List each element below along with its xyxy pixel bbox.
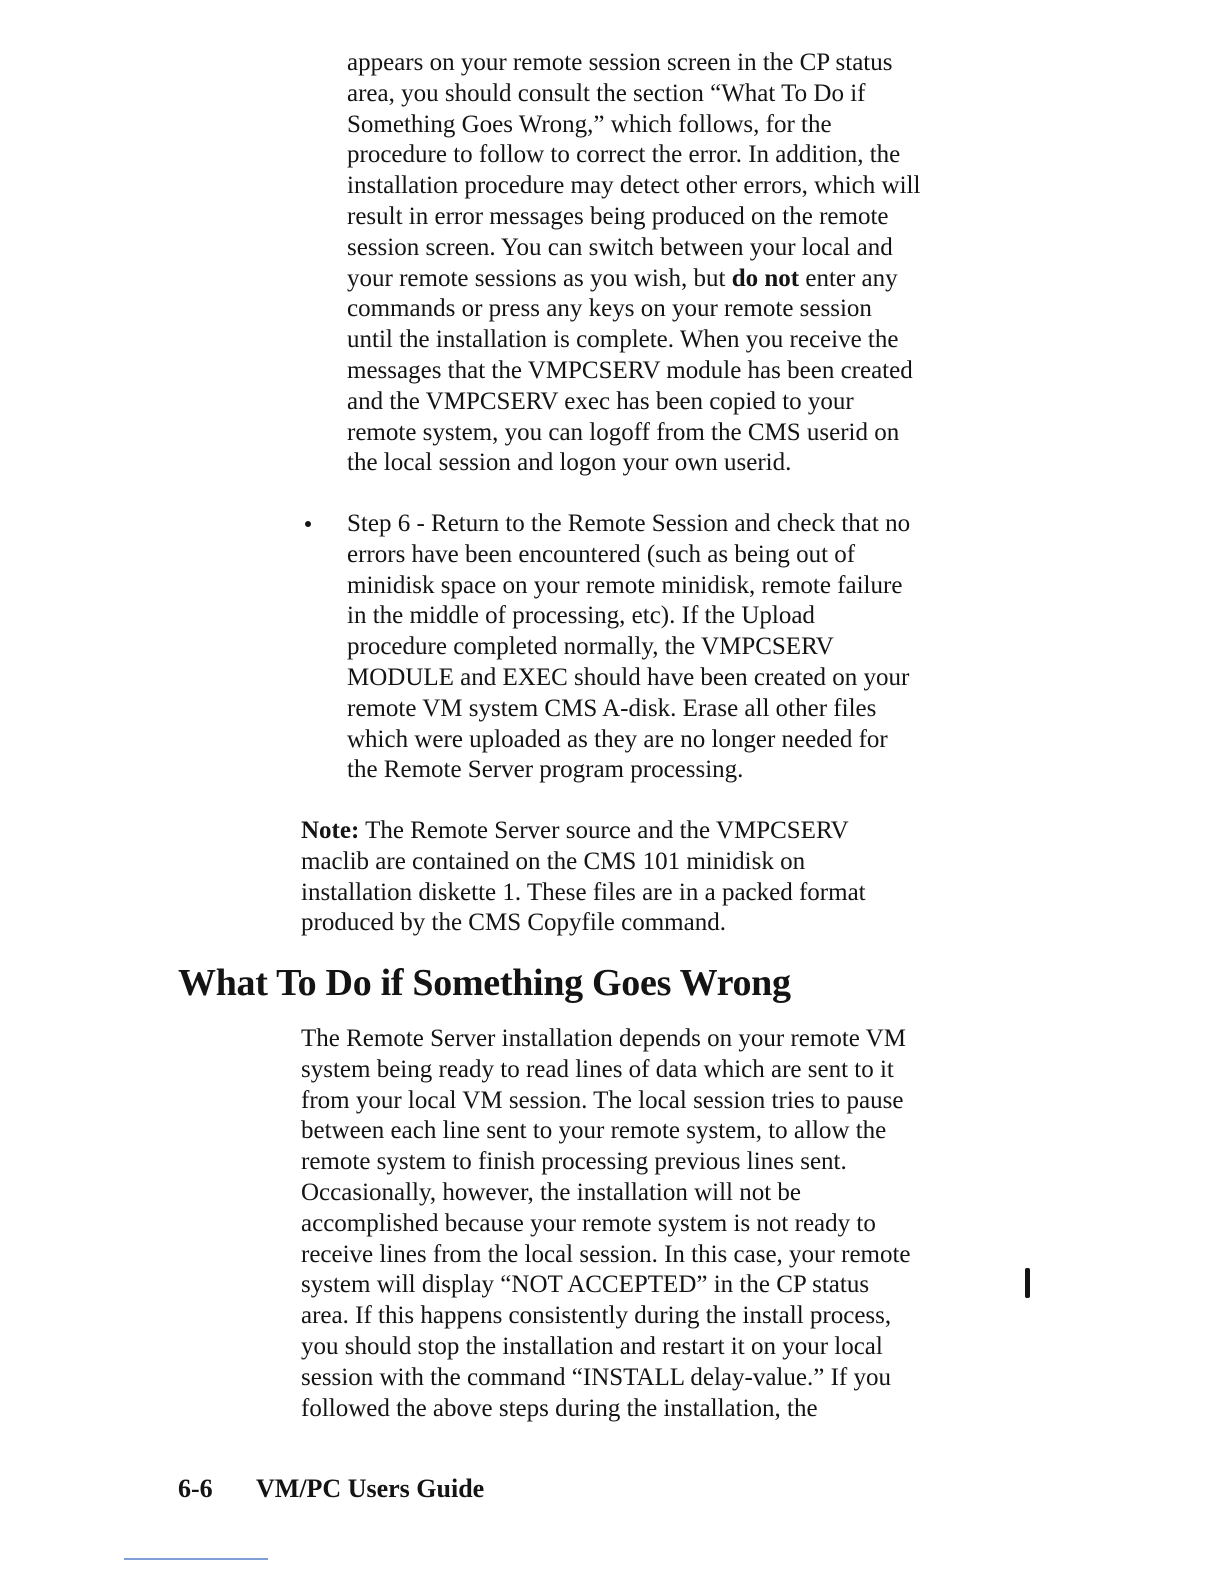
text-line: from your local VM session. The local session tries to pause xyxy=(301,1086,904,1114)
text-line: remote system to finish processing previous lines sent. xyxy=(301,1148,847,1176)
text-line: in the middle of processing, etc). If the Upload xyxy=(347,602,815,630)
text-line: produced by the CMS Copyfile command. xyxy=(301,909,726,937)
text-fragment: The Remote Server source and the VMPCSERV xyxy=(359,817,849,844)
text-line: Step 6 - Return to the Remote Session and check that no xyxy=(347,510,911,537)
text-line: procedure completed normally, the VMPCSERV xyxy=(347,633,834,661)
text-line: followed the above steps during the installation, the xyxy=(301,1394,818,1422)
text-line: installation diskette 1. These files are in a packed format xyxy=(301,878,866,906)
text-line-with-emphasis xyxy=(347,264,920,295)
text-fragment: enter any xyxy=(799,264,898,292)
text-line: procedure to follow to correct the error. In addition, the xyxy=(347,141,901,169)
bullet-icon xyxy=(305,521,311,527)
text-line: session with the command “INSTALL delay-value.” If you xyxy=(301,1363,891,1391)
text-line: which were uploaded as they are no longer needed for xyxy=(347,725,888,753)
step-6-list-item xyxy=(347,509,910,786)
intro-paragraph xyxy=(347,48,920,479)
text-line: accomplished because your remote system is not ready to xyxy=(301,1209,876,1237)
book-title: VM/PC Users Guide xyxy=(256,1474,485,1503)
page-footer xyxy=(178,1474,484,1504)
text-line: system being ready to read lines of data which are sent to it xyxy=(301,1055,894,1083)
text-line: until the installation is complete. When you receive the xyxy=(347,326,899,354)
text-line: minidisk space on your remote minidisk, remote failure xyxy=(347,571,903,599)
text-line: remote system, you can logoff from the CMS userid on xyxy=(347,418,900,446)
text-line: appears on your remote session screen in the CP status xyxy=(347,49,893,76)
text-line: area. If this happens consistently during the install process, xyxy=(301,1302,892,1330)
text-line: maclib are contained on the CMS 101 minidisk on xyxy=(301,847,806,875)
text-line: The Remote Server installation depends on your remote VM xyxy=(301,1025,906,1052)
text-line: you should stop the installation and restart it on your local xyxy=(301,1332,883,1360)
text-line: errors have been encountered (such as being out of xyxy=(347,540,856,568)
text-line: between each line sent to your remote system, to allow the xyxy=(301,1117,887,1145)
text-line: messages that the VMPCSERV module has been created xyxy=(347,356,913,384)
text-line: the local session and logon your own userid. xyxy=(347,449,792,477)
section-heading: What To Do if Something Goes Wrong xyxy=(178,962,791,1004)
text-line xyxy=(301,816,866,847)
text-fragment: your remote sessions as you wish, but xyxy=(347,264,732,292)
text-line: result in error messages being produced on the remote xyxy=(347,202,889,230)
page-number: 6-6 xyxy=(178,1474,213,1503)
text-line: commands or press any keys on your remote session xyxy=(347,295,872,323)
text-line: Occasionally, however, the installation will not be xyxy=(301,1178,802,1206)
emphasis-do-not: do not xyxy=(731,264,800,292)
text-line: system will display “NOT ACCEPTED” in the CP status xyxy=(301,1271,870,1299)
footer-divider xyxy=(124,1558,268,1560)
text-line: the Remote Server program processing. xyxy=(347,756,744,784)
text-line: remote VM system CMS A-disk. Erase all other files xyxy=(347,694,877,722)
note-paragraph xyxy=(301,816,866,939)
text-line: installation procedure may detect other errors, which will xyxy=(347,172,921,200)
text-line: Something Goes Wrong,” which follows, for the xyxy=(347,110,832,138)
text-line: receive lines from the local session. In this case, your remote xyxy=(301,1240,911,1268)
text-line: area, you should consult the section “What To Do if xyxy=(347,79,866,107)
revision-bar xyxy=(1025,1268,1030,1298)
section-body-paragraph xyxy=(301,1024,911,1424)
text-line: and the VMPCSERV exec has been copied to your xyxy=(347,387,854,415)
text-line: session screen. You can switch between your local and xyxy=(347,233,893,261)
text-line: MODULE and EXEC should have been created on your xyxy=(347,663,910,691)
note-label: Note: xyxy=(301,817,360,844)
